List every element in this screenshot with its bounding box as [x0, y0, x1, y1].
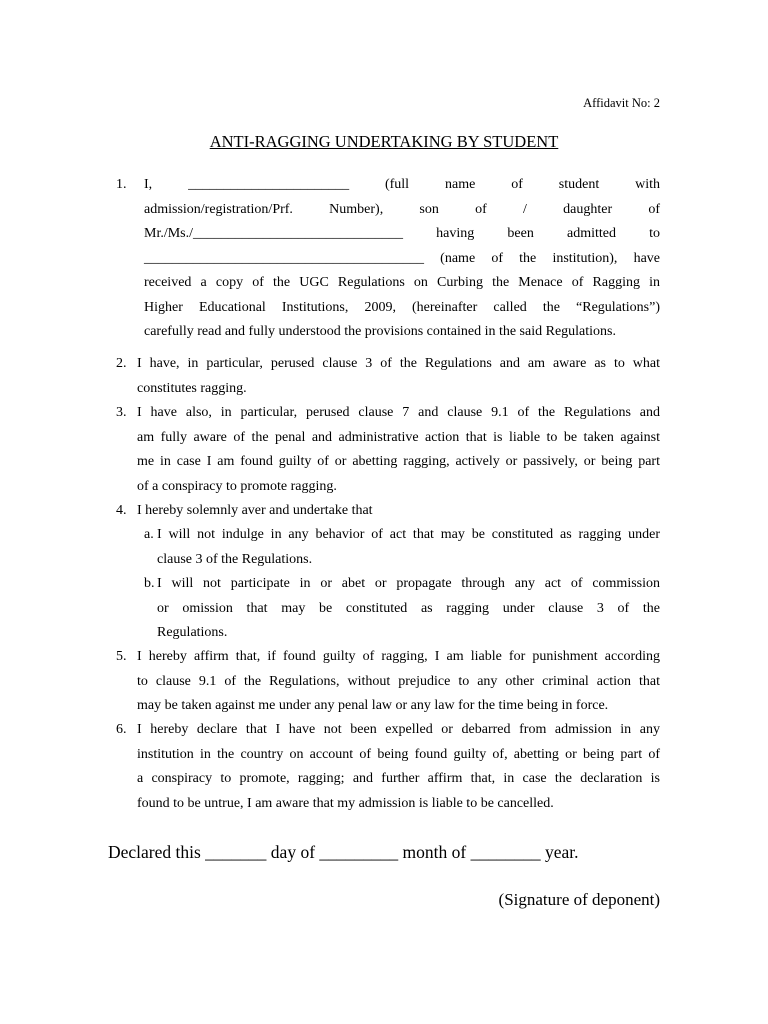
item-1-line: received a copy of the UGC Regulations on Curbing the Menace of Ragging in — [144, 275, 660, 290]
item-number-2: 2. — [116, 356, 127, 371]
sub-item-b-line: or omission that may be constituted as ragging under clause 3 of the — [157, 600, 660, 616]
item-5-line: I hereby affirm that, if found guilty of ragging, I am liable for punishment according — [137, 649, 660, 664]
item-1-line: Higher Educational Institutions, 2009, (hereinafter called the “Regulations”) — [144, 299, 660, 315]
item-1-line: I, _______________________ (full name of student with — [144, 177, 660, 192]
item-number-6: 6. — [116, 722, 127, 737]
item-4-line: I hereby solemnly aver and undertake that — [137, 503, 373, 518]
affidavit-number: Affidavit No: 2 — [583, 96, 660, 110]
item-5-line: may be taken against me under any penal law or any law for the time being in force. — [137, 698, 609, 713]
item-1-line: Mr./Ms./______________________________ having been admitted to — [144, 226, 660, 241]
item-number-5: 5. — [116, 649, 127, 664]
item-6-text — [137, 718, 660, 816]
item-4-text — [137, 499, 660, 524]
item-6-line: I hereby declare that I have not been expelled or debarred from admission in any — [137, 722, 660, 737]
item-1-line: admission/registration/Prf. Number), son of / daughter of — [144, 201, 660, 217]
item-1-line: carefully read and fully understood the provisions contained in the said Regulations. — [144, 324, 616, 339]
item-3-line: I have also, in particular, perused clause 7 and clause 9.1 of the Regulations and — [137, 405, 660, 420]
item-6-line: institution in the country on account of being found guilty of, abetting or being part of — [137, 746, 660, 762]
sub-item-a-line: clause 3 of the Regulations. — [157, 551, 313, 567]
sub-item-b-text — [157, 572, 660, 646]
item-6-line: found to be untrue, I am aware that my admission is liable to be cancelled. — [137, 795, 554, 811]
item-2-text — [137, 352, 660, 401]
item-1-line: ________________________________________ (name of the institution), have — [144, 250, 660, 266]
item-3-line: am fully aware of the penal and administrative action that is liable to be taken against — [137, 429, 660, 445]
sub-item-a-text — [157, 523, 660, 572]
declaration-line: Declared this _______ day of _________ month of ________ year. — [108, 842, 579, 862]
item-1-text — [144, 173, 660, 345]
item-5-text — [137, 645, 660, 719]
sub-item-letter-b: b. — [144, 576, 155, 591]
item-6-line: a conspiracy to promote, ragging; and further affirm that, in case the declaration is — [137, 771, 660, 786]
item-3-line: me in case I am found guilty of or abetting ragging, actively or passively, or being part — [137, 454, 660, 469]
item-5-line: to clause 9.1 of the Regulations, without prejudice to any other criminal action that — [137, 673, 660, 689]
sub-item-a-line: I will not indulge in any behavior of act that may be constituted as ragging under — [157, 527, 660, 542]
item-number-1: 1. — [116, 177, 127, 192]
item-2-line: constitutes ragging. — [137, 380, 247, 396]
item-3-text — [137, 401, 660, 499]
item-2-line: I have, in particular, perused clause 3 of the Regulations and am aware as to what — [137, 356, 660, 371]
sub-item-b-line: I will not participate in or abet or propagate through any act of commission — [157, 576, 660, 591]
sub-item-letter-a: a. — [144, 527, 154, 542]
document-title: ANTI-RAGGING UNDERTAKING BY STUDENT — [209, 132, 559, 151]
signature-label: (Signature of deponent) — [498, 890, 660, 909]
item-3-line: of a conspiracy to promote ragging. — [137, 478, 337, 494]
sub-item-b-line: Regulations. — [157, 625, 228, 640]
item-number-4: 4. — [116, 503, 127, 518]
item-number-3: 3. — [116, 405, 127, 420]
